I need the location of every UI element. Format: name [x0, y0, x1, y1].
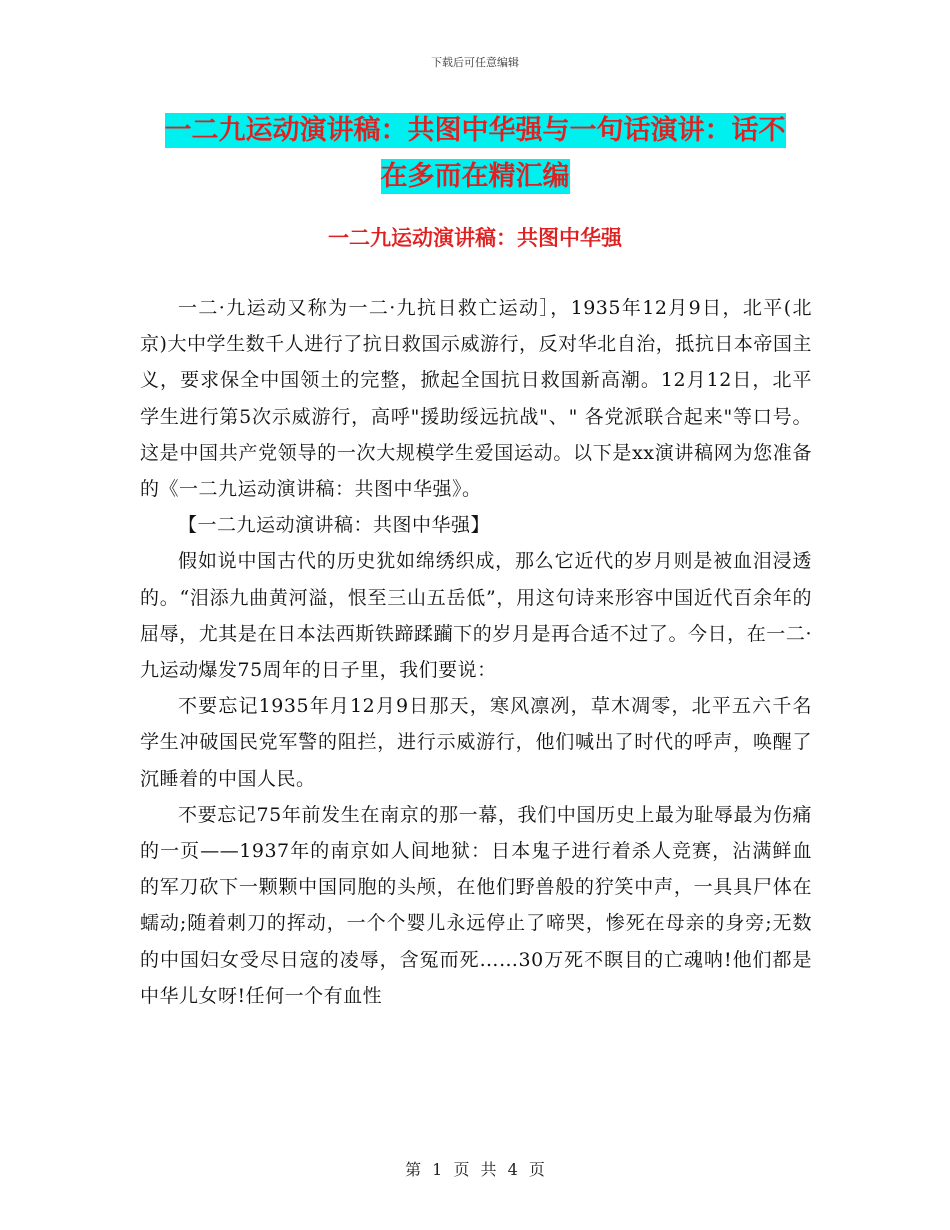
paragraph-intro: 一二·九运动又称为一二·九抗日救亡运动］，1935年12月9日，北平(北京)大中学生数千人进行了抗日救国示威游行，反对华北自治，抵抗日本帝国主义，要求保全中国领土的完整，掀起全国抗日救国新高潮。12月12日，北平学生进行第5次示威游行，高呼"援助绥远抗战"、" 各党派联合起来"等口号。这是中国共产党领导的一次大规模学生爱国运动。以下是xx演讲稿网为您准备的《一二九运动演讲稿：共图中华强》。 [140, 297, 812, 501]
paragraph-2: 不要忘记1935年月12月9日那天，寒风凛冽，草木凋零，北平五六千名学生冲破国民党军警的阻拦，进行示威游行，他们喊出了时代的呼声，唤醒了沉睡着的中国人民。 [140, 695, 812, 790]
document-title [140, 108, 810, 200]
paragraph-1: 假如说中国古代的历史犹如绵绣织成，那么它近代的岁月则是被血泪浸透的。“泪添九曲黄河溢，恨至三山五岳低”，用这句诗来形容中国近代百余年的屈辱，尤其是在日本法西斯铁蹄蹂躏下的岁月是再合适不过了。今日，在一二·九运动爆发75周年的日子里，我们要说： [140, 550, 812, 682]
title-line-2: 在多而在精汇编 [380, 161, 570, 192]
paragraph-3: 不要忘记75年前发生在南京的那一幕，我们中国历史上最为耻辱最为伤痛的一页——1937年的南京如人间地狱：日本鬼子进行着杀人竞赛，沾满鲜血的军刀砍下一颗颗中国同胞的头颅，在他们野兽般的狞笑中声，一具具尸体在蠕动;随着刺刀的挥动，一个个婴儿永远停止了啼哭，惨死在母亲的身旁;无数的中国妇女受尽日寇的凌辱，含冤而死……30万死不瞑目的亡魂呐!他们都是中华儿女呀!任何一个有血性 [140, 803, 812, 1007]
document-body [140, 290, 812, 1014]
title-line-1: 一二九运动演讲稿：共图中华强与一句话演讲：话不 [164, 115, 786, 146]
section-subtitle: 一二九运动演讲稿：共图中华强 [328, 226, 622, 250]
header-note: 下载后可任意编辑 [431, 56, 519, 69]
page-number: 第 1 页 共 4 页 [405, 1160, 545, 1179]
paragraph-heading: 【一二九运动演讲稿：共图中华强】 [178, 514, 491, 537]
